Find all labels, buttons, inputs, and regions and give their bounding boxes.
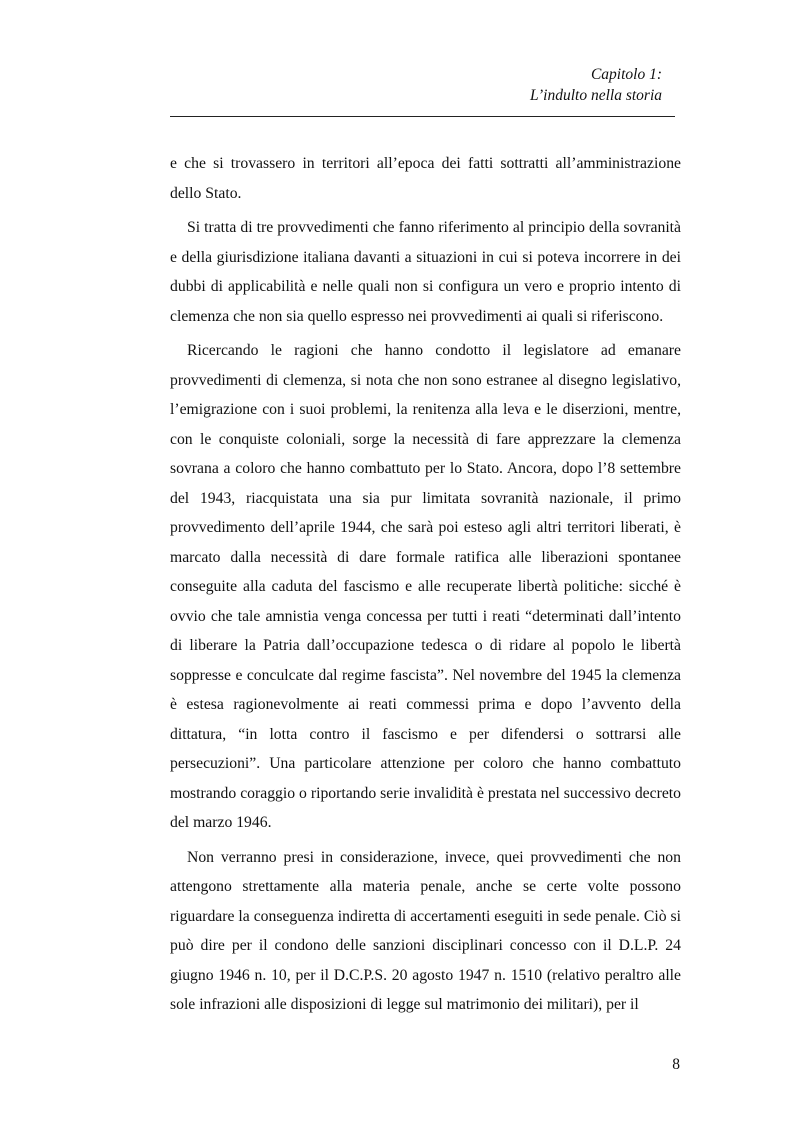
header-title: L’indulto nella storia xyxy=(529,87,662,104)
body-text xyxy=(170,149,681,1025)
paragraph-3: Ricercando le ragioni che hanno condotto il legislatore ad emanare provvedimenti di clemenza, si nota che non sono estranee al disegno legislativo, l’emigrazione con i suoi problemi, la renitenza alla leva e le diserzioni, mentre, con le conquiste coloniali, sorge la necessità di fare apprezzare la clemenza sovrana a coloro che hanno combattuto per lo Stato. Ancora, dopo l’8 settembre del 1943, riacquistata una sia pur limitata sovranità nazionale, il primo provvedimento dell’aprile 1944, che sarà poi esteso agli altri territori liberati, è marcato dalla necessità di dare formale ratifica alle liberazioni spontanee conseguite alla caduta del fascismo e alle recuperate libertà politiche: sicché è ovvio che tale amnistia venga concessa per tutti i reati “determinati dall’intento di liberare la Patria dall’occupazione tedesca o di ridare al popolo le libertà soppresse e conculcate dal regime fascista”. Nel novembre del 1945 la clemenza è estesa ragionevolmente ai reati commessi prima e dopo l’avvento della dittatura, “in lotta contro il fascismo e per difendersi o sottrarsi alle persecuzioni”. Una particolare attenzione per coloro che hanno combattuto mostrando coraggio o riportando serie invalidità è prestata nel successivo decreto del marzo 1946. xyxy=(170,342,681,831)
header-chapter: Capitolo 1: xyxy=(590,66,662,83)
running-header xyxy=(170,64,662,106)
header-rule xyxy=(170,116,675,117)
paragraph-2: Si tratta di tre provvedimenti che fanno riferimento al principio della sovranità e della giurisdizione italiana davanti a situazioni in cui si poteva incorrere in dei dubbi di applicabilità e nelle quali non si configura un vero e proprio intento di clemenza che non sia quello espresso nei provvedimenti ai quali si riferiscono. xyxy=(170,219,681,325)
page-number: 8 xyxy=(672,1056,680,1073)
paragraph-1: e che si trovassero in territori all’epoca dei fatti sottratti all’amministrazione dello Stato. xyxy=(170,155,681,202)
paragraph-4: Non verranno presi in considerazione, invece, quei provvedimenti che non attengono strettamente alla materia penale, anche se certe volte possono riguardare la conseguenza indiretta di accertamenti eseguiti in sede penale. Ciò si può dire per il condono delle sanzioni disciplinari concesso con il D.L.P. 24 giugno 1946 n. 10, per il D.C.P.S. 20 agosto 1947 n. 1510 (relativo peraltro alle sole infrazioni alle disposizioni di legge sul matrimonio dei militari), per il xyxy=(170,848,681,1013)
